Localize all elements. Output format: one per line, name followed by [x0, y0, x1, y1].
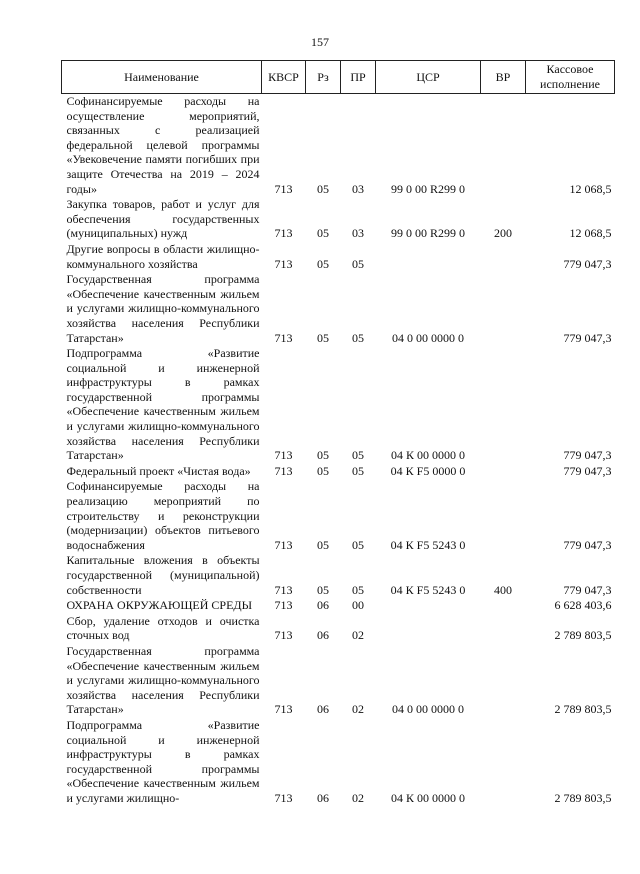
cell-name: Софинансируемые расходы на осуществление мероприятий, связанных с реализацией федеральной целевой программы «Увековечение памяти погибших при защите Отечества на 2019 – 2024 годы»: [66, 94, 260, 196]
cell-pr: 05: [352, 463, 364, 478]
cell-sum: 779 047,3: [563, 463, 612, 478]
cell-pr: 03: [352, 226, 364, 241]
cell-rz: 05: [317, 226, 329, 241]
table-row: [62, 614, 615, 644]
cell-pr: 05: [352, 537, 364, 552]
cell-vr: [481, 242, 526, 272]
cell-kvsr: 713: [274, 330, 293, 345]
table-row: [62, 644, 615, 718]
cell-rz: 06: [317, 598, 329, 613]
cell-csr: 04 К F5 5243 0: [390, 537, 466, 552]
cell-rz: 05: [317, 256, 329, 271]
cell-name: Сбор, удаление отходов и очистка сточных вод: [66, 613, 260, 643]
cell-name: Подпрограмма «Развитие социальной и инженерной инфраструктуры в рамках государственной программы «Обеспечение качественным жильем и услугами жилищно-: [66, 717, 260, 805]
cell-pr: 00: [352, 598, 364, 613]
cell-vr: [481, 464, 526, 480]
cell-rz: 06: [317, 790, 329, 805]
table-row: [62, 479, 615, 553]
cell-kvsr: 713: [274, 582, 293, 597]
table-row: [62, 346, 615, 464]
cell-pr: 05: [352, 330, 364, 345]
cell-pr: 02: [352, 790, 364, 805]
header-kvsr: КВСР: [262, 61, 306, 94]
cell-name: Другие вопросы в области жилищно-коммунального хозяйства: [66, 241, 260, 271]
cell-kvsr: 713: [274, 181, 293, 196]
cell-csr: [376, 614, 481, 644]
cell-sum: 12 068,5: [569, 226, 612, 241]
cell-csr: 04 К 00 0000 0: [390, 448, 465, 463]
cell-pr: 05: [352, 582, 364, 597]
cell-rz: 06: [317, 628, 329, 643]
cell-name: Закупка товаров, работ и услуг для обеспечения государственных (муниципальных) нужд: [66, 197, 260, 241]
cell-csr: 04 0 00 0000 0: [392, 702, 464, 717]
cell-sum: 2 789 803,5: [554, 702, 612, 717]
cell-csr: 04 К F5 5243 0: [390, 582, 466, 597]
table-row: [62, 272, 615, 346]
cell-rz: 05: [317, 463, 329, 478]
cell-sum: 12 068,5: [569, 181, 612, 196]
header-vr: ВР: [481, 61, 526, 94]
cell-name: Государственная программа «Обеспечение качественным жильем и услугами жилищно-коммунального хозяйства населения Республики Татарстан»: [66, 272, 260, 345]
cell-rz: 05: [317, 330, 329, 345]
header-sum: Кассовое исполнение: [526, 61, 615, 94]
cell-rz: 05: [317, 537, 329, 552]
cell-name: Федеральный проект «Чистая вода»: [66, 463, 251, 478]
cell-kvsr: 713: [274, 537, 293, 552]
cell-sum: 779 047,3: [563, 330, 612, 345]
cell-kvsr: 713: [274, 463, 293, 478]
cell-name: ОХРАНА ОКРУЖАЮЩЕЙ СРЕДЫ: [66, 598, 253, 613]
table-row: [62, 718, 615, 807]
cell-vr: [481, 94, 526, 198]
cell-csr: 04 0 00 0000 0: [392, 330, 464, 345]
cell-rz: 05: [317, 448, 329, 463]
cell-pr: 05: [352, 256, 364, 271]
cell-kvsr: 713: [274, 790, 293, 805]
cell-rz: 05: [317, 582, 329, 597]
cell-pr: 03: [352, 181, 364, 196]
cell-vr: [481, 614, 526, 644]
cell-sum: 2 789 803,5: [554, 628, 612, 643]
cell-csr: 04 К 00 0000 0: [390, 790, 465, 805]
cell-sum: 779 047,3: [563, 256, 612, 271]
cell-csr: 99 0 00 R299 0: [390, 181, 465, 196]
cell-vr: [481, 272, 526, 346]
header-name: Наименование: [62, 61, 262, 94]
cell-name: Государственная программа «Обеспечение качественным жильем и услугами жилищно-коммунального хозяйства населения Республики Татарстан»: [66, 643, 260, 717]
cell-csr: [376, 242, 481, 272]
table-row: [62, 553, 615, 598]
table-row: [62, 94, 615, 198]
cell-csr: 04 К F5 0000 0: [390, 463, 466, 478]
cell-vr: [481, 598, 526, 614]
cell-vr: [481, 644, 526, 718]
cell-sum: 779 047,3: [563, 537, 612, 552]
table-body: [62, 94, 615, 807]
header-csr: ЦСР: [376, 61, 481, 94]
cell-sum: 779 047,3: [563, 448, 612, 463]
cell-vr: 400: [494, 582, 512, 597]
cell-kvsr: 713: [274, 256, 293, 271]
cell-pr: 05: [352, 448, 364, 463]
cell-sum: 2 789 803,5: [554, 790, 612, 805]
cell-kvsr: 713: [274, 628, 293, 643]
table-row: [62, 464, 615, 480]
cell-name: Софинансируемые расходы на реализацию мероприятий по строительству и реконструкции (модернизации) объектов питьевого водоснабжения: [66, 479, 260, 552]
table-row: [62, 197, 615, 242]
table-row: [62, 242, 615, 272]
page-number: 157: [311, 35, 329, 49]
cell-rz: 06: [317, 702, 329, 717]
cell-kvsr: 713: [274, 598, 293, 613]
cell-kvsr: 713: [274, 226, 293, 241]
cell-name: Капитальные вложения в объекты государственной (муниципальной) собственности: [66, 553, 260, 597]
cell-vr: [481, 718, 526, 807]
cell-csr: 99 0 00 R299 0: [390, 226, 465, 241]
cell-sum: 6 628 403,6: [554, 598, 612, 613]
cell-sum: 779 047,3: [563, 582, 612, 597]
cell-csr: [376, 598, 481, 614]
cell-rz: 05: [317, 181, 329, 196]
cell-vr: [481, 346, 526, 464]
cell-pr: 02: [352, 628, 364, 643]
cell-vr: [481, 479, 526, 553]
budget-table: [61, 60, 615, 807]
cell-kvsr: 713: [274, 702, 293, 717]
table-row: [62, 598, 615, 614]
cell-kvsr: 713: [274, 448, 293, 463]
header-pr: ПР: [341, 61, 376, 94]
cell-name: Подпрограмма «Развитие социальной и инженерной инфраструктуры в рамках государственной программы «Обеспечение качественным жильем и услугами жилищно-коммунального хозяйства населения Республики Татарстан»: [66, 346, 260, 463]
table-header: [62, 61, 615, 94]
header-rz: Рз: [306, 61, 341, 94]
cell-vr: 200: [494, 226, 512, 241]
cell-pr: 02: [352, 702, 364, 717]
